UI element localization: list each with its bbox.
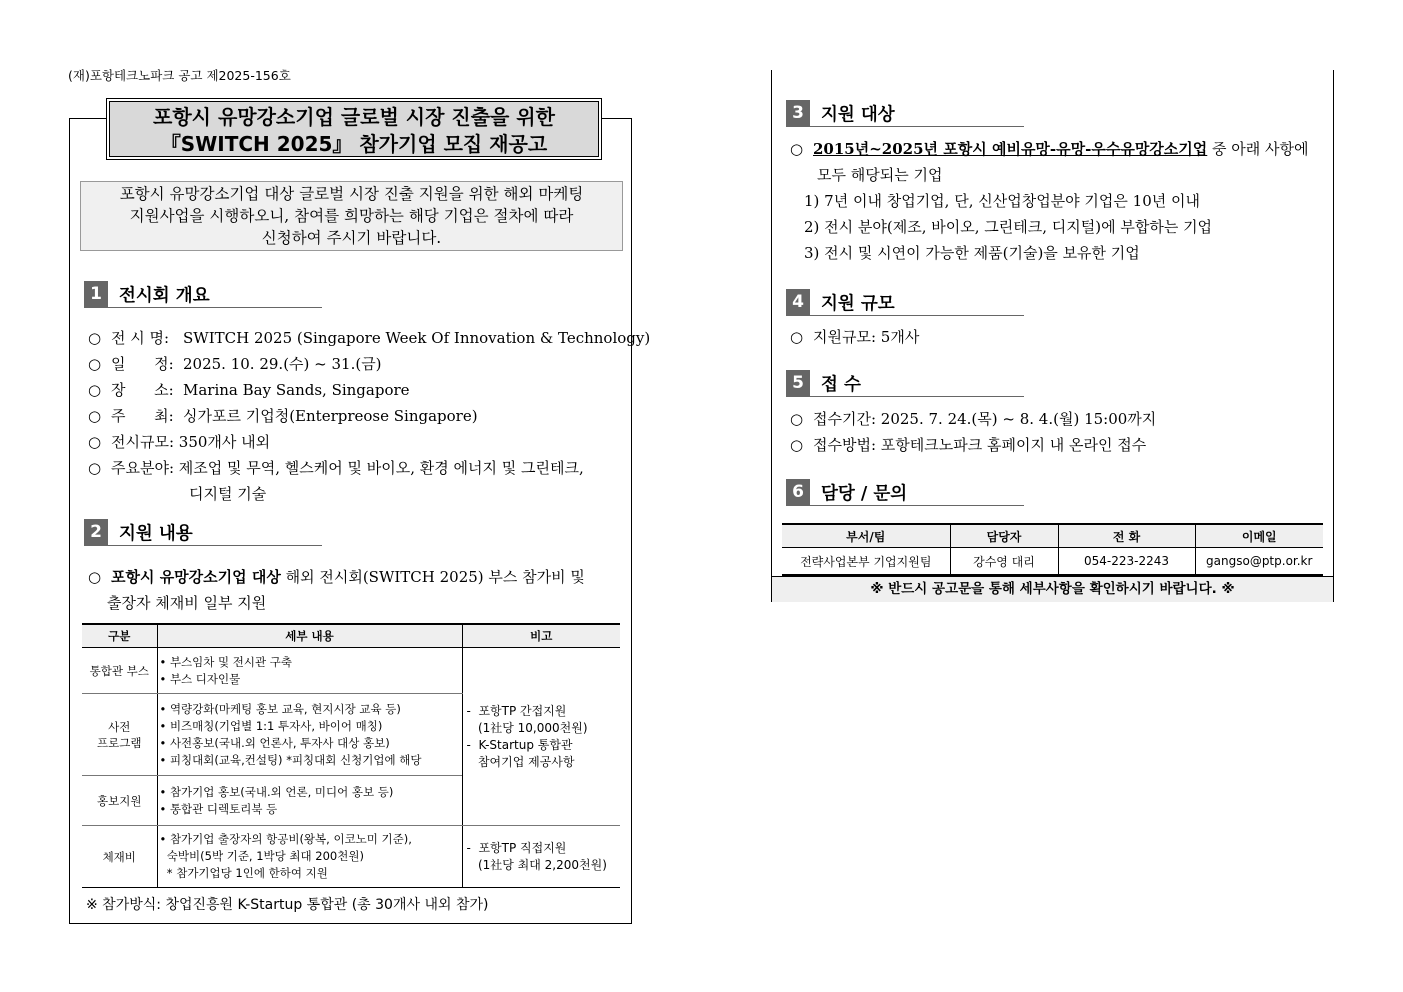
participation-note: ※ 참가방식: 창업진흥원 K-Startup 통합관 (총 30개사 내외 참가) bbox=[86, 897, 489, 913]
section-number: 1 bbox=[84, 281, 108, 307]
list-item: ○ 전 시 명: SWITCH 2025 (Singapore Week Of Innovation & Technology) bbox=[88, 325, 650, 351]
column-header: 비고 bbox=[462, 624, 620, 648]
intro-line-3: 신청하여 주시기 바랍니다. bbox=[261, 229, 442, 247]
list-item: ○ 접수기간: 2025. 7. 24.(목) ~ 8. 4.(월) 15:00까지 bbox=[790, 406, 1156, 432]
section-title: 지원 대상 bbox=[821, 104, 895, 125]
category-cell: 사전 프로그램 bbox=[82, 694, 157, 776]
title-box bbox=[106, 98, 602, 160]
section-title: 접 수 bbox=[821, 374, 861, 395]
frame-top-right bbox=[602, 118, 632, 119]
bullet: ○ bbox=[790, 436, 804, 454]
title-line-1: 포항시 유망강소기업 글로벌 시장 진출을 위한 bbox=[153, 105, 555, 129]
reception-list bbox=[790, 406, 1156, 458]
bullet: ○ bbox=[88, 568, 102, 586]
list-item: ○ 전시규모: 350개사 내외 bbox=[88, 429, 650, 455]
category-cell: 통합관 부스 bbox=[82, 648, 157, 694]
section-title: 전시회 개요 bbox=[119, 285, 210, 306]
bullet: ○ bbox=[790, 410, 804, 428]
column-header: 담당자 bbox=[950, 524, 1058, 548]
detail-cell: • 부스임차 및 전시관 구축 • 부스 디자인물 bbox=[157, 648, 462, 694]
bullet: ○ bbox=[88, 407, 102, 425]
notice-number: (재)포항테크노파크 공고 제2025-156호 bbox=[68, 68, 291, 83]
section-number: 5 bbox=[786, 370, 810, 396]
section-header-target bbox=[786, 100, 1024, 127]
bullet: ○ bbox=[790, 328, 804, 346]
support-table bbox=[82, 623, 620, 888]
column-header: 부서/팀 bbox=[782, 524, 950, 548]
bullet: ○ bbox=[88, 329, 102, 347]
page-title bbox=[109, 101, 599, 157]
list-item: 3) 전시 및 시연이 가능한 제품(기술)을 보유한 기업 bbox=[804, 244, 1140, 262]
list-item: 1) 7년 이내 창업기업, 단, 신산업창업분야 기업은 10년 이내 bbox=[804, 192, 1200, 210]
bullet: ○ bbox=[88, 433, 102, 451]
column-header: 전 화 bbox=[1058, 524, 1195, 548]
footer-note: ※ 반드시 공고문을 통해 세부사항을 확인하시기 바랍니다. ※ bbox=[772, 576, 1333, 602]
manager-cell: 강수영 대리 bbox=[950, 548, 1058, 576]
list-item: ○ 일 정: 2025. 10. 29.(수) ~ 31.(금) bbox=[88, 351, 650, 377]
phone-cell: 054-223-2243 bbox=[1058, 548, 1195, 576]
section-header-contact bbox=[786, 479, 1024, 506]
column-header: 이메일 bbox=[1195, 524, 1323, 548]
contact-table bbox=[782, 523, 1323, 576]
bullet: ○ bbox=[88, 459, 102, 477]
bullet: ○ bbox=[88, 381, 102, 399]
bullet: ○ bbox=[790, 140, 804, 158]
section-header-overview bbox=[84, 281, 322, 308]
section-number: 4 bbox=[786, 289, 810, 315]
section-header-scale bbox=[786, 289, 1024, 316]
target-list: ○ 2015년~2025년 포항시 예비유망-유망-우수유망강소기업 중 아래 사항에 모두 해당되는 기업 1) 7년 이내 창업기업, 단, 신산업창업분야 기업은 10년 이내 2) 전시 분야(제조, 바이오, 그린테크, 디지털)에 부합하는 기업 3) 전시 및 시연이 가능한 제품(기술)을 보유한 기업 bbox=[790, 136, 1309, 266]
support-highlight: 포항시 유망강소기업 대상 bbox=[111, 568, 281, 586]
column-header: 구분 bbox=[82, 624, 157, 648]
table-row bbox=[782, 548, 1323, 576]
title-line-2: 『SWITCH 2025』 참가기업 모집 재공고 bbox=[160, 132, 548, 156]
section-title: 지원 규모 bbox=[821, 293, 895, 314]
intro-line-2: 지원사업을 시행하오니, 참여를 희망하는 해당 기업은 절차에 따라 bbox=[129, 207, 574, 225]
section-title: 지원 내용 bbox=[119, 523, 193, 544]
section-header-reception bbox=[786, 370, 1024, 397]
category-cell: 홍보지원 bbox=[82, 776, 157, 826]
list-item: ○ 접수방법: 포항테크노파크 홈페이지 내 온라인 접수 bbox=[790, 432, 1156, 458]
overview-list bbox=[88, 325, 650, 507]
detail-cell: • 역량강화(마케팅 홍보 교육, 현지시장 교육 등) • 비즈매칭(기업별 1:1 투자사, 바이어 매칭) • 사전홍보(국내.외 언론사, 투자사 대상 홍보) • 피칭대회(교육,컨설팅) *피칭대회 신청기업에 해당 bbox=[157, 694, 462, 776]
detail-cell: • 참가기업 출장자의 항공비(왕복, 이코노미 기준), 숙박비(5박 기준, 1박당 최대 200천원) * 참가기업당 1인에 한하여 지원 bbox=[157, 826, 462, 888]
section-header-support bbox=[84, 519, 322, 546]
list-item: ○ 주요분야: 제조업 및 무역, 헬스케어 및 바이오, 환경 에너지 및 그린테크, bbox=[88, 455, 650, 481]
note-cell: - 포항TP 직접지원 (1社당 최대 2,200천원) bbox=[462, 826, 620, 888]
list-item: 2) 전시 분야(제조, 바이오, 그린테크, 디지털)에 부합하는 기업 bbox=[804, 218, 1213, 236]
bullet: ○ bbox=[88, 355, 102, 373]
section-number: 2 bbox=[84, 519, 108, 545]
list-item-continuation: 디지털 기술 bbox=[189, 485, 267, 503]
section-title: 담당 / 문의 bbox=[821, 483, 908, 504]
detail-cell: • 참가기업 홍보(국내.외 언론, 미디어 홍보 등) • 통합관 디렉토리북 등 bbox=[157, 776, 462, 826]
section-number: 3 bbox=[786, 100, 810, 126]
list-item: ○ 주 최: 싱가포르 기업청(Enterpreose Singapore) bbox=[88, 403, 650, 429]
section-number: 6 bbox=[786, 479, 810, 505]
target-highlight: 2015년~2025년 포항시 예비유망-유망-우수유망강소기업 bbox=[813, 140, 1208, 158]
table-row bbox=[82, 826, 620, 888]
department-cell: 전략사업본부 기업지원팀 bbox=[782, 548, 950, 576]
support-description: ○ 포항시 유망강소기업 대상 해외 전시회(SWITCH 2025) 부스 참가비 및 출장자 체재비 일부 지원 bbox=[88, 564, 585, 616]
intro-line-1: 포항시 유망강소기업 대상 글로벌 시장 진출 지원을 위한 해외 마케팅 bbox=[119, 185, 584, 203]
table-row bbox=[82, 648, 620, 694]
scale-item: ○ 지원규모: 5개사 bbox=[790, 324, 919, 350]
table-header-row bbox=[782, 524, 1323, 548]
category-cell: 체재비 bbox=[82, 826, 157, 888]
intro-box bbox=[80, 181, 623, 251]
list-item: ○ 장 소: Marina Bay Sands, Singapore bbox=[88, 377, 650, 403]
table-header-row bbox=[82, 624, 620, 648]
email-cell: gangso@ptp.or.kr bbox=[1195, 548, 1323, 576]
note-cell: - 포항TP 간접지원 (1社당 10,000천원) - K-Startup 통합관 참여기업 제공사항 bbox=[462, 648, 620, 826]
frame-top-left bbox=[69, 118, 107, 119]
column-header: 세부 내용 bbox=[157, 624, 462, 648]
